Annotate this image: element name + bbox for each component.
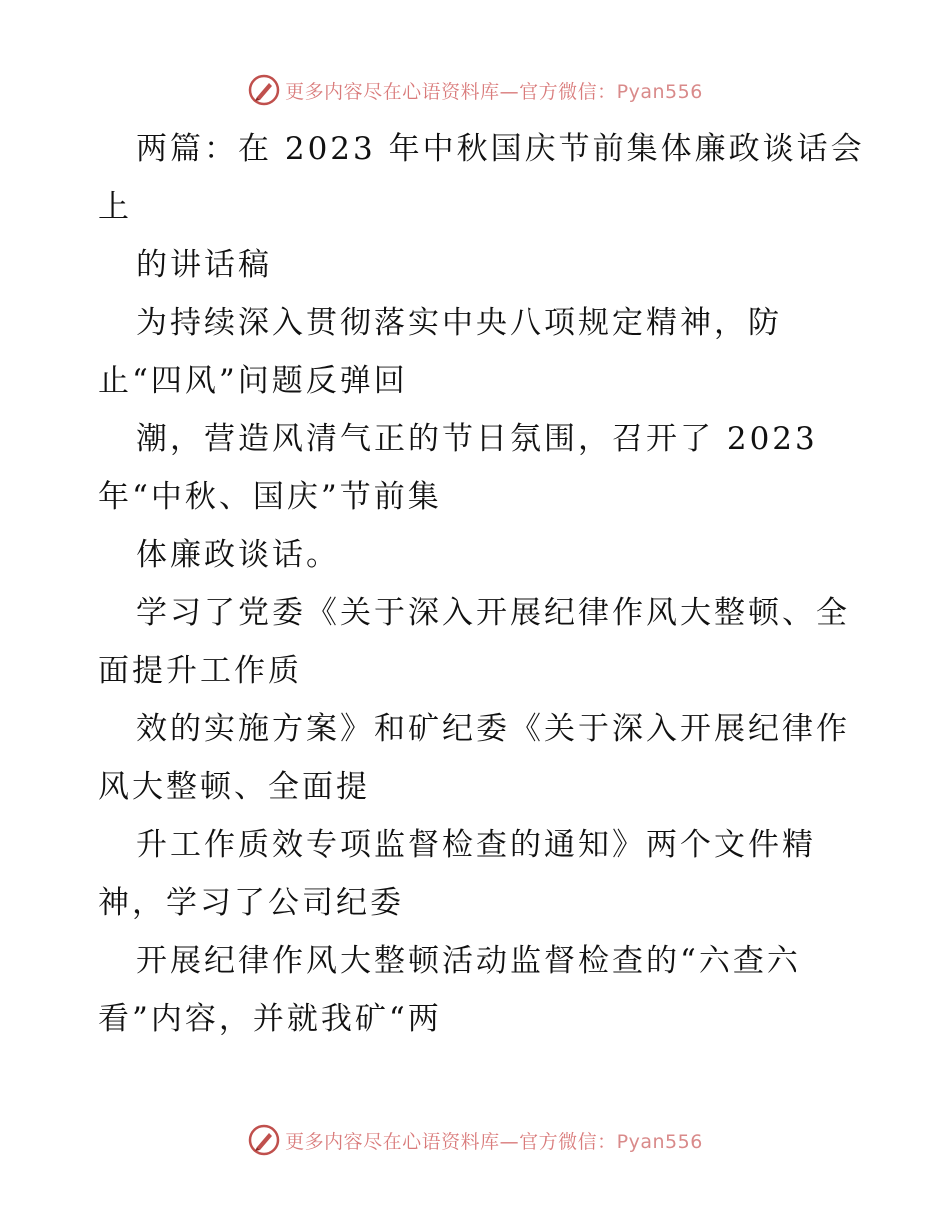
text-line: 上	[98, 189, 132, 225]
text-line: 风大整顿、全面提	[98, 769, 370, 805]
text-line: 体廉政谈话。	[136, 537, 340, 573]
text-line: 开展纪律作风大整顿活动监督检查的“六查六	[136, 943, 801, 979]
text-line: 年“中秋、国庆”节前集	[98, 479, 442, 515]
document-body	[98, 120, 865, 1048]
text-line: 两篇：在 2023 年中秋国庆节前集体廉政谈话会	[136, 131, 865, 167]
text-line: 的讲话稿	[136, 247, 272, 283]
watermark-label: 更多内容尽在心语资料库—官方微信：	[285, 1130, 617, 1153]
footer-watermark	[0, 1120, 950, 1160]
header-watermark	[0, 70, 950, 110]
text-line: 效的实施方案》和矿纪委《关于深入开展纪律作	[136, 711, 850, 747]
watermark-text	[285, 77, 703, 104]
text-line: 止“四风”问题反弹回	[98, 363, 408, 399]
text-line: 为持续深入贯彻落实中央八项规定精神，防	[136, 305, 782, 341]
text-line: 潮，营造风清气正的节日氛围，召开了 2023	[136, 421, 818, 457]
watermark-label: 更多内容尽在心语资料库—官方微信：	[285, 80, 617, 103]
pen-logo-icon	[247, 73, 281, 107]
text-line: 看”内容，并就我矿“两	[98, 1001, 442, 1037]
text-line: 神，学习了公司纪委	[98, 885, 404, 921]
watermark-wechat-id: Pyan556	[616, 1130, 703, 1153]
text-line: 面提升工作质	[98, 653, 302, 689]
watermark-text	[285, 1127, 703, 1154]
text-line: 学习了党委《关于深入开展纪律作风大整顿、全	[136, 595, 850, 631]
watermark-wechat-id: Pyan556	[616, 80, 703, 103]
text-line: 升工作质效专项监督检查的通知》两个文件精	[136, 827, 816, 863]
pen-logo-icon	[247, 1123, 281, 1157]
